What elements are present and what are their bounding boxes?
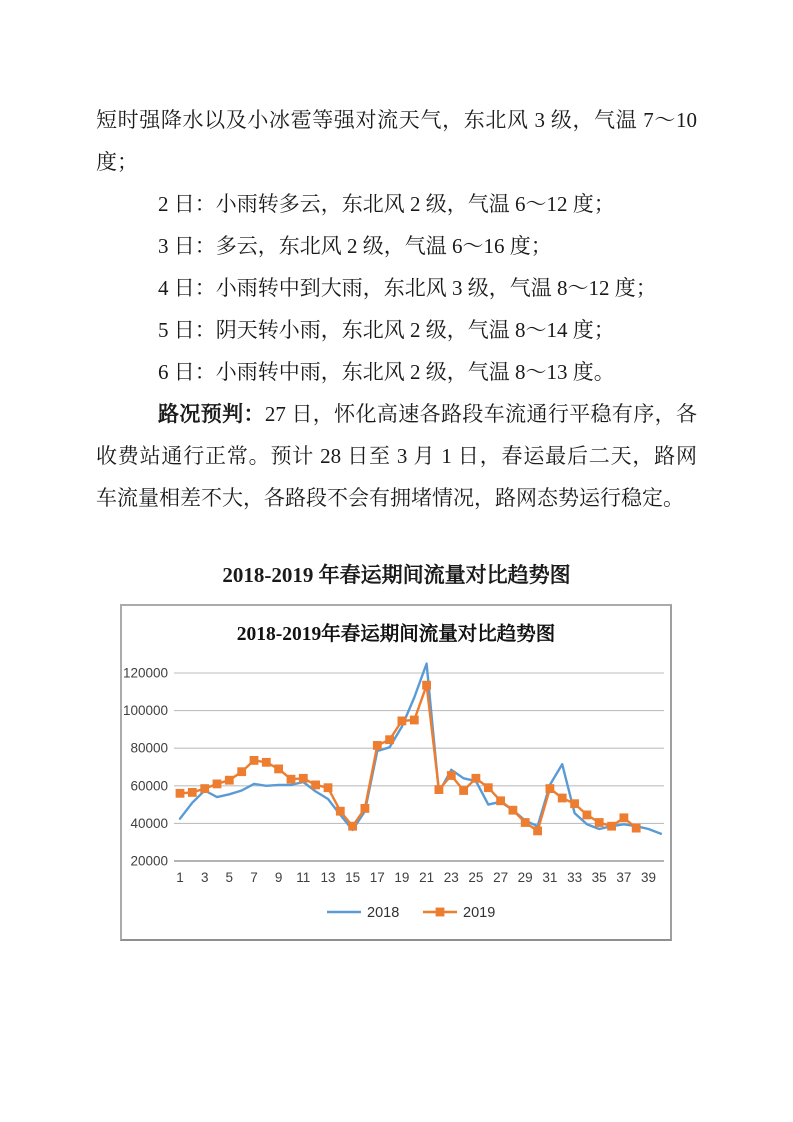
text-line: 车流量相差不大，各路段不会有拥堵情况，路网态势运行稳定。	[96, 486, 684, 510]
svg-text:80000: 80000	[130, 740, 168, 756]
svg-text:60000: 60000	[130, 778, 168, 794]
svg-text:1: 1	[176, 870, 184, 885]
svg-text:3: 3	[200, 870, 209, 885]
svg-text:2018: 2018	[367, 905, 400, 921]
svg-text:39: 39	[640, 870, 657, 885]
svg-text:13: 13	[320, 870, 336, 885]
svg-text:100000: 100000	[122, 703, 168, 719]
text-line: 短时强降水以及小冰雹等强对流天气，东北风 3 级，气温 7～10	[96, 108, 697, 132]
svg-text:7: 7	[250, 870, 258, 885]
svg-text:15: 15	[345, 870, 361, 885]
svg-text:40000: 40000	[130, 815, 168, 831]
svg-text:11: 11	[296, 870, 311, 885]
svg-text:21: 21	[419, 870, 435, 885]
legend-item-2019	[423, 905, 495, 921]
text-line: 3 日：多云，东北风 2 级，气温 6～16 度；	[158, 234, 552, 258]
x-axis-labels	[176, 870, 656, 885]
chart-caption: 2018-2019 年春运期间流量对比趋势图	[222, 563, 571, 587]
svg-text:20000: 20000	[130, 853, 168, 869]
chart-title: 2018-2019年春运期间流量对比趋势图	[236, 624, 556, 645]
svg-text:33: 33	[567, 870, 583, 885]
text-line: 收费站通行正常。预计 28 日至 3 月 1 日，春运最后二天，路网	[96, 444, 697, 468]
series-2019	[176, 681, 641, 836]
svg-text:29: 29	[517, 870, 533, 885]
svg-text:17: 17	[369, 870, 385, 885]
text-line: 路况预判：27 日，怀化高速各路段车流通行平稳有序，各	[158, 402, 697, 426]
svg-text:19: 19	[394, 870, 410, 885]
svg-text:5: 5	[225, 870, 234, 885]
text-line: 4 日：小雨转中到大雨，东北风 3 级，气温 8～12 度；	[158, 276, 657, 300]
y-axis-labels	[123, 666, 168, 869]
svg-text:120000: 120000	[122, 665, 168, 681]
svg-text:23: 23	[443, 870, 459, 885]
legend-item-2018	[327, 607, 399, 921]
trend-chart	[122, 606, 670, 939]
svg-text:37: 37	[616, 870, 632, 885]
svg-text:27: 27	[493, 870, 509, 885]
text-line: 6 日：小雨转中雨，东北风 2 级，气温 8～13 度。	[158, 360, 615, 384]
svg-text:9: 9	[274, 870, 283, 885]
svg-text:35: 35	[591, 870, 607, 885]
svg-text:2019: 2019	[463, 905, 496, 921]
bold-run: 路况预判：	[158, 402, 265, 426]
body-text	[96, 99, 697, 519]
text-line: 5 日：阴天转小雨，东北风 2 级，气温 8～14 度；	[158, 318, 615, 342]
text-line: 2 日：小雨转多云，东北风 2 级，气温 6～12 度；	[158, 192, 615, 216]
svg-text:25: 25	[468, 870, 484, 885]
chart-container	[120, 604, 672, 941]
text-line: 度；	[96, 150, 138, 174]
svg-text:31: 31	[542, 870, 558, 885]
